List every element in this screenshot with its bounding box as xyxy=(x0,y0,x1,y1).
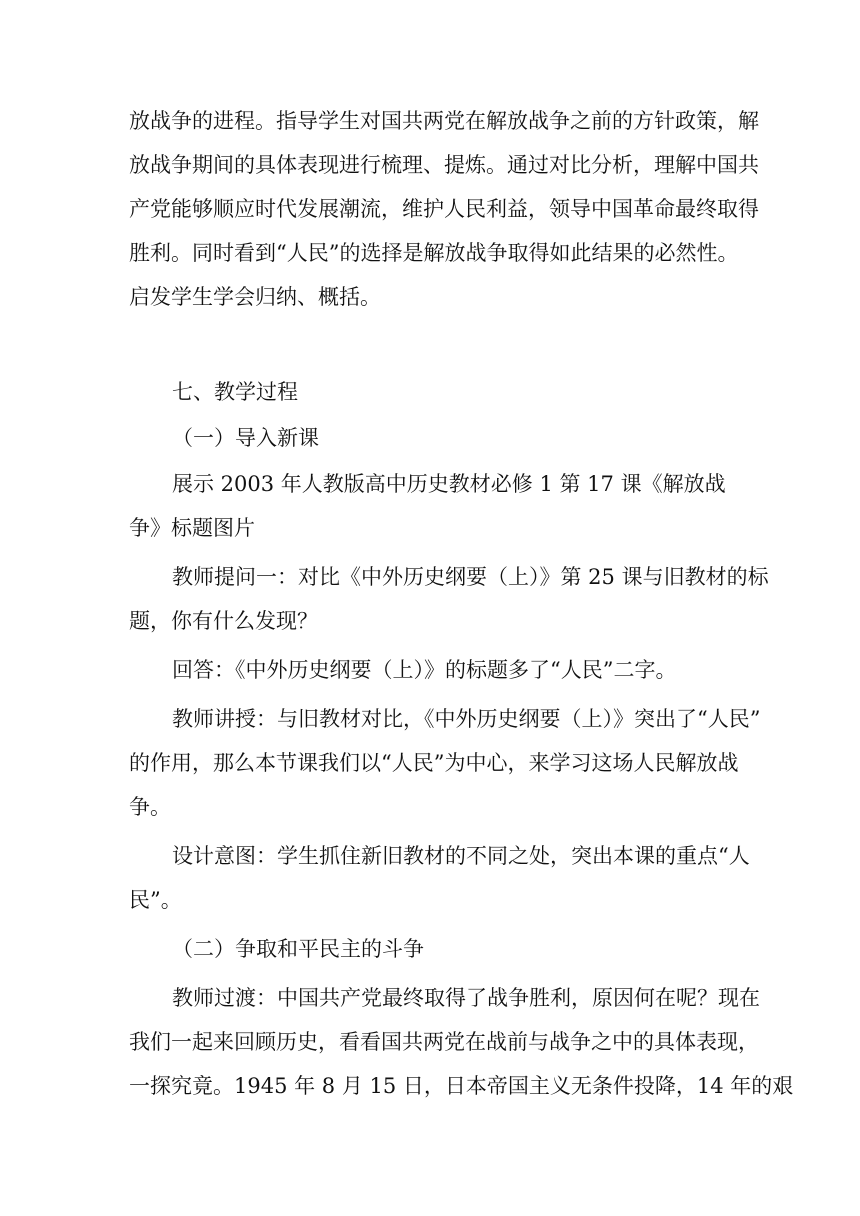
paragraph-line: 设计意图：学生抓住新旧教材的不同之处，突出本课的重点“人 xyxy=(172,844,750,868)
paragraph-line: 回答：《中外历史纲要（上）》的标题多了“人民”二字。 xyxy=(172,658,677,682)
subsection-heading: （二）争取和平民主的斗争 xyxy=(172,937,424,961)
paragraph-line: 教师讲授：与旧教材对比，《中外历史纲要（上）》突出了“人民” xyxy=(172,707,761,731)
paragraph-line: 一探究竟。1945 年 8 月 15 日，日本帝国主义无条件投降，14 年的艰 xyxy=(129,1074,794,1098)
paragraph-line: 产党能够顺应时代发展潮流，维护人民利益，领导中国革命最终取得 xyxy=(129,197,759,221)
paragraph-line: 的作用，那么本节课我们以“人民”为中心，来学习这场人民解放战 xyxy=(129,751,739,775)
paragraph-line: 题，你有什么发现？ xyxy=(129,609,318,633)
paragraph-line: 放战争期间的具体表现进行梳理、提炼。通过对比分析，理解中国共 xyxy=(129,153,759,177)
paragraph-line: 我们一起来回顾历史，看看国共两党在战前与战争之中的具体表现， xyxy=(129,1030,759,1054)
paragraph-line: 争》标题图片 xyxy=(129,516,255,540)
paragraph-line: 教师过渡：中国共产党最终取得了战争胜利，原因何在呢？现在 xyxy=(172,986,760,1010)
paragraph-line: 民”。 xyxy=(129,888,182,912)
paragraph-line: 放战争的进程。指导学生对国共两党在解放战争之前的方针政策，解 xyxy=(129,109,759,133)
paragraph-line: 教师提问一：对比《中外历史纲要（上）》第 25 课与旧教材的标 xyxy=(172,565,769,589)
subsection-heading: （一）导入新课 xyxy=(172,426,319,450)
paragraph-line: 胜利。同时看到“人民”的选择是解放战争取得如此结果的必然性。 xyxy=(129,241,739,265)
paragraph-line: 启发学生学会归纳、概括。 xyxy=(129,285,381,309)
paragraph-line: 展示 2003 年人教版高中历史教材必修 1 第 17 课《解放战 xyxy=(172,472,726,496)
paragraph-line: 争。 xyxy=(129,795,171,819)
section-heading: 七、教学过程 xyxy=(172,380,298,404)
